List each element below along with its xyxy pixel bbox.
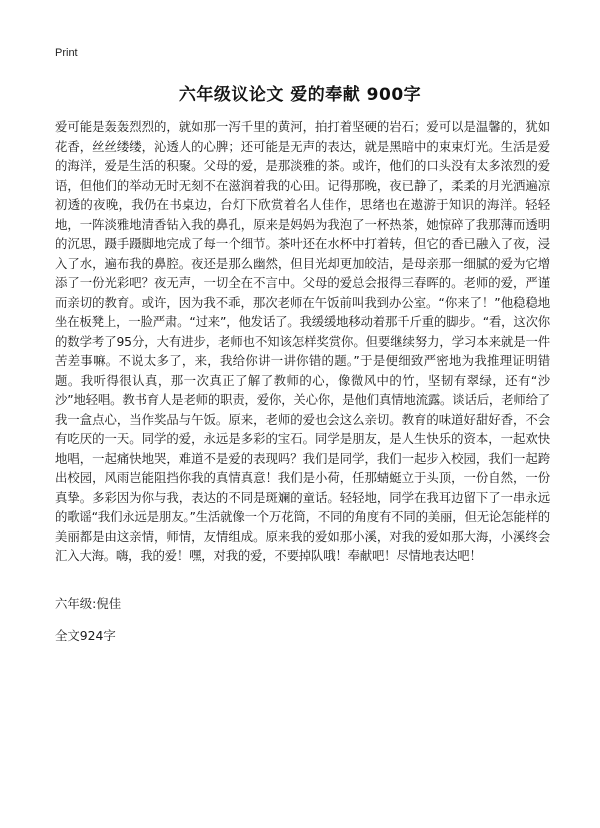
essay-body: 爱可能是轰轰烈烈的，就如那一泻千里的黄河，拍打着坚硬的岩石；爱可以是温馨的，犹如花香，丝丝缕缕，沁透人的心脾；还可能是无声的表达，就是黑暗中的束束灯光。生活是爱的海洋，爱是生活的积聚。父母的爱，是那淡雅的茶。或许，他们的口头没有太多浓烈的爱语，但他们的举动无时无刻不在滋润着我的心田。记得那晚，夜已静了，柔柔的月光洒遍凉初透的夜晚，我仍在书桌边，台灯下欣赏着名人佳作，思绪也在遨游于知识的海洋。轻轻地，一阵淡雅地清香钻入我的鼻孔，原来是妈妈为我泡了一杯热茶，她惊碎了我那薄而透明的沉思，蹑手蹑脚地完成了每一个细节。茶叶还在水杯中打着转，但它的香已融入了夜，浸入了水，遍布我的鼻腔。夜还是那么幽然，但目光却更加皎洁，是母亲那一细腻的爱为它增添了一份光彩吧？夜无声，一切全在不言中。父母的爱总会报得三春晖的。老师的爱，严谨而亲切的教育。或许，因为我不乖，那次老师在午饭前叫我到办公室。“你来了！”他稳稳地坐在板凳上，一脸严肃。“过来”，他发话了。我缓缓地移动着那千斤重的脚步。“看，这次你的数学考了95分，大有进步，老师也不知该怎样奖赏你。但要继续努力，学习本来就是一件苦差事嘛。不说太多了，来，我给你讲一讲你错的题。”于是便细致严密地为我推理证明错题。我听得很认真，那一次真正了解了教师的心，像微风中的竹，坚韧有翠绿，还有“沙沙”地轻唱。教书育人是老师的职责，爱你，关心你，是他们真情地流露。谈话后，老师给了我一盒点心，当作奖品与午饭。原来，老师的爱也会这么亲切。教育的味道好甜好香，不会有吃厌的一天。同学的爱，永远是多彩的宝石。同学是朋友，是人生快乐的资本，一起欢快地唱，一起痛快地哭，难道不是爱的表现吗？我们是同学，我们一起步入校园，我们一起跨出校园，风雨岂能阻挡你我的真情真意！我们是小荷，任那蜻蜓立于头顶，一份自然，一份真挚。多彩因为你与我，表达的不同是斑斓的童话。轻轻地，同学在我耳边留下了一串永远的歌谣“我们永远是朋友。”生活就像一个万花筒，不同的角度有不同的美丽，但无论怎能样的美丽都是由这亲情，师情，友情组成。原来我的爱如那小溪，对我的爱如那大海，小溪终会汇入大海。嗨，我的爱！嘿，对我的爱，不要掉队哦！奉献吧！尽情地表达吧！: [55, 119, 550, 563]
page-title: 六年级议论文 爱的奉献 900字: [178, 85, 422, 105]
word-count: 全文924字: [55, 628, 116, 643]
print-link[interactable]: Print: [55, 47, 78, 59]
author-line: 六年级:倪佳: [55, 596, 122, 611]
